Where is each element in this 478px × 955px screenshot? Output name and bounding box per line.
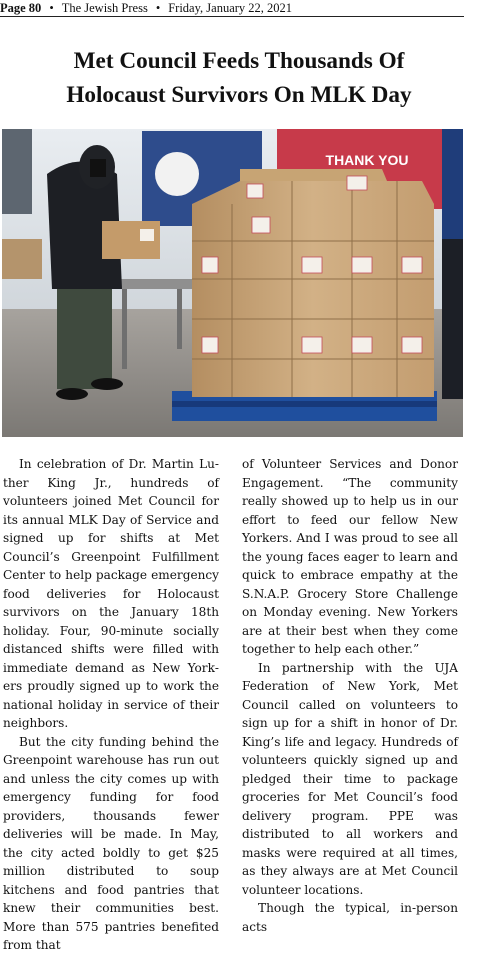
window-left bbox=[2, 129, 32, 214]
pallet-slat bbox=[172, 401, 437, 407]
article-headline bbox=[10, 44, 468, 112]
article-paragraph-continuation: of Volunteer Services and Donor Engagement. “The community really showed up to help us in our effort to feed our fellow New Yorkers. And I was proud to see all the young faces eager to learn and quick to embrace empathy at the S.N.A.P. Grocery Store Challenge on Monday evening. New Yorkers are at their best when they come together to help each other.” bbox=[242, 457, 458, 656]
article-column-left bbox=[3, 455, 219, 955]
masthead bbox=[0, 0, 464, 16]
article-paragraph: In celebration of Dr. Martin Luther King Jr., hundreds of volunteers joined Met Council for its annual MLK Day of Service and signed up for shifts at Met Council’s Greenpoint Fulfillment Center to help package emergency food deliveries for Holocaust survivors on the January 18th holiday. Four, 90-minute socially distanced shifts were filled with immediate demand as New Yorkers proudly signed up to work the national holiday in service of their neighbors. bbox=[3, 457, 219, 730]
article-column-right bbox=[242, 455, 458, 936]
page-number: Page 80 bbox=[0, 1, 42, 15]
table-leg bbox=[177, 289, 182, 349]
banner-text: THANK YOU bbox=[325, 152, 409, 168]
article-photo bbox=[2, 129, 463, 437]
carried-box-label bbox=[140, 229, 154, 241]
box-stack bbox=[192, 181, 434, 397]
masthead-rule bbox=[0, 16, 464, 17]
publication-name: The Jewish Press bbox=[61, 1, 148, 15]
article-paragraph: In partnership with the UJA Federation of New York, Met Council called on volunteers to sign up for a shift in honor of Dr. King’s life and legacy. Hundreds of volunteers quickly signed up and pledged their time to package groceries for Met Council’s food delivery program. PPE was distributed to all workers and masks were required at all times, as they always are at Met Council volunteer locations. bbox=[242, 660, 458, 897]
issue-date: Friday, January 22, 2021 bbox=[168, 1, 293, 15]
volunteer-legs bbox=[57, 279, 112, 389]
volunteer-mask bbox=[90, 159, 106, 177]
article-paragraph: Though the typical, in-person acts bbox=[242, 901, 458, 934]
person-right-edge bbox=[442, 239, 463, 399]
masthead-bullet: • bbox=[155, 1, 161, 15]
shelf-boxes-left bbox=[2, 239, 42, 279]
article-paragraph: But the city funding behind the Greenpoint warehouse has run out and unless the city comes up with emergency funding for food providers, thousands fewer deliveries will be made. In May, the city acted boldly to get $25 million distributed to soup kitchens and food pantries that knew their communities best. More than 575 pantries benefited from that bbox=[3, 734, 219, 952]
poster-emblem bbox=[155, 152, 199, 196]
table-leg bbox=[122, 289, 127, 369]
headline-line-1: Met Council Feeds Thousands Of bbox=[73, 48, 405, 74]
headline-line-2: Holocaust Survivors On MLK Day bbox=[66, 82, 412, 108]
masthead-bullet: • bbox=[49, 1, 54, 15]
volunteer-shoe bbox=[56, 388, 88, 400]
warehouse-photo-illustration bbox=[2, 129, 463, 437]
volunteer-shoe bbox=[91, 378, 123, 390]
